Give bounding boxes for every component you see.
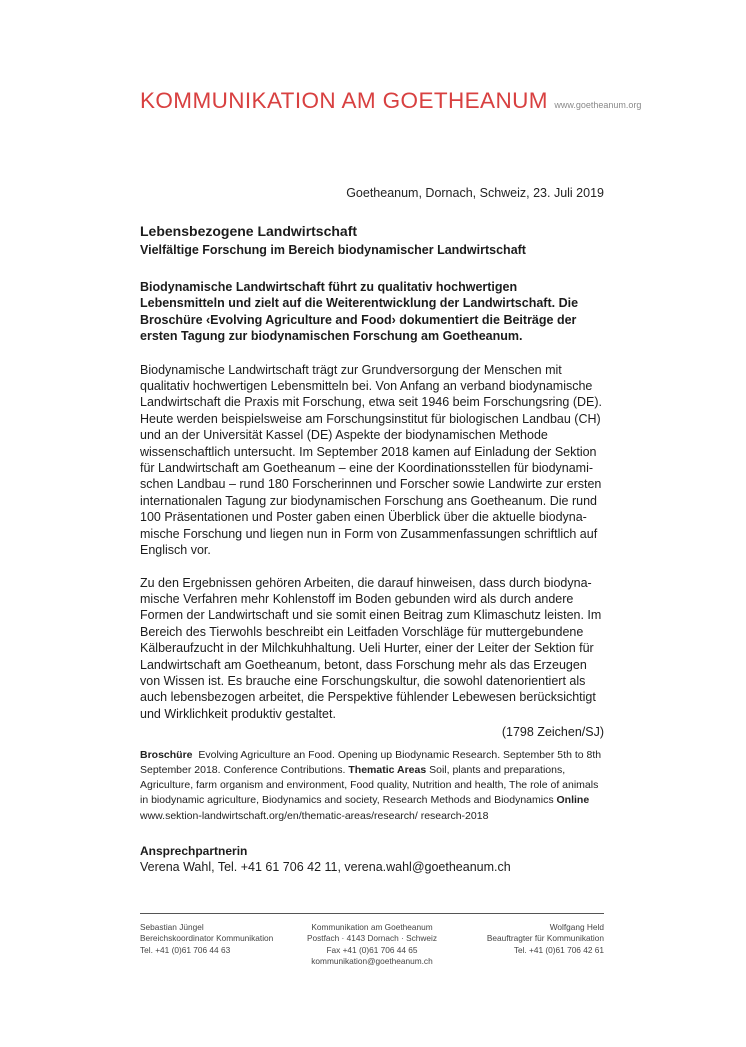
body-paragraph-1: Biodynamische Landwirtschaft trägt zur Grundversorgung der Menschen mit qualitativ hochwertigen Lebensmitteln bei. Von Anfang an verband biodynamische Landwirtschaft die Praxis mit Forschung, etwa seit 1946 beim Forschungsring (DE). Heute werden beispielsweise am Forschungsinstitut für biologischen Landbau (CH) und an der Universität Kassel (DE) Aspekte der biodynamischen Methode wissenschaftlich untersucht. Im September 2018 kamen auf Einladung der Sektion für Landwirtschaft am Goetheanum – eine der Koordinationsstellen für biodynamischen Landbau – rund 180 Forscherinnen und Forscher sowie Landwirte zur ersten internationalen Tagung zur biodynamischen Forschung ans Goetheanum. Die rund 100 Präsentationen und Poster gaben einen Überblick über die aktuelle biodynamische Forschung und liegen nun in Form von Zusammenfassungen schriftlich auf Englisch vor. <box>140 362 602 558</box>
body-paragraph-2: Zu den Ergebnissen gehören Arbeiten, die darauf hinweisen, dass durch biodynamische Verfahren mehr Kohlenstoff im Boden gebunden wird als durch andere Formen der Landwirtschaft und sie somit einen Beitrag zum Klimaschutz leisten. Im Bereich des Tierwohls beschreibt ein Leitfaden Vorschläge für muttergebundene Kälberaufzucht in der Milchkuhhaltung. Ueli Hurter, einer der Leiter der Sektion für Landwirtschaft am Goetheanum, betont, dass Forschung mehr als das Erzeugen von Wissen ist. Es brauche eine Forschungskultur, die sowohl datenorientiert als auch lebensbezogen arbeitet, die Perspektive fühlender Lebewesen berücksichtigt und Wirklichkeit produktiv gestaltet. <box>140 575 602 721</box>
footer-left-phone: Tel. +41 (0)61 706 44 63 <box>140 944 231 955</box>
footer-center-address: Postfach · 4143 Dornach · Schweiz <box>306 933 438 944</box>
letterhead <box>140 88 641 114</box>
dateline: Goetheanum, Dornach, Schweiz, 23. Juli 2019 <box>346 186 604 200</box>
website-link[interactable]: www.goetheanum.org <box>554 100 642 110</box>
footer-left-name: Sebastian Jüngel <box>140 922 204 932</box>
online-link[interactable]: www.sektion-landwirtschaft.org/en/thematic-areas/research/ research-2018 <box>140 809 489 822</box>
footer-left-role: Bereichskoordinator Kommunikation <box>140 933 274 944</box>
contact-details: Verena Wahl, Tel. +41 61 706 42 11, verena.wahl@goetheanum.ch <box>140 860 511 875</box>
article-subtitle: Vielfältige Forschung im Bereich biodynamischer Landwirtschaft <box>140 243 526 257</box>
online-label: Online <box>556 794 590 807</box>
footer-center-column <box>302 922 442 967</box>
footer-center-fax: Fax +41 (0)61 706 44 65 <box>326 944 418 955</box>
footer-right-phone: Tel. +41 (0)61 706 42 61 <box>513 944 604 955</box>
thematic-areas-label: Thematic Areas <box>348 763 427 776</box>
brand-title: KOMMUNIKATION AM GOETHEANUM <box>140 88 548 113</box>
brochure-info <box>140 748 604 824</box>
article-title: Lebensbezogene Landwirtschaft <box>140 223 358 239</box>
footer-right-role: Beauftragter für Kommunikation <box>486 933 604 944</box>
article-body <box>140 222 604 875</box>
contact-block <box>140 843 604 875</box>
lead-paragraph: Biodynamische Landwirtschaft führt zu qualitativ hochwertigen Lebensmitteln und zielt auf die Weiterentwicklung der Landwirtschaft. Die Broschüre ‹Evolving Agriculture and Food› dokumentiert die Beiträge der ersten Tagung zur biodynamischen Forschung am Goetheanum. <box>140 280 579 344</box>
footer-right-column <box>487 922 604 956</box>
thematic-areas-text: Soil, plants and preparations, Agriculture, farm organism and environment, Food quality, Nutrition and health, The role of animals in biodynamic agriculture, Biodynamics and society, Research Methods and Biodynamics <box>140 763 599 807</box>
footer-left-column <box>140 922 273 956</box>
footer-divider <box>140 913 604 914</box>
footer-right-name: Wolfgang Held <box>549 922 604 932</box>
brochure-text: Evolving Agriculture an Food. Opening up Biodynamic Research. September 5th to 8th September 2018. Conference Contributions. <box>140 748 602 776</box>
footer-center-org: Kommunikation am Goetheanum <box>311 922 433 932</box>
footer-center-email[interactable]: kommunikation@goetheanum.ch <box>311 955 433 966</box>
contact-heading: Ansprechpartnerin <box>140 844 248 859</box>
character-count: (1798 Zeichen/SJ) <box>501 725 604 740</box>
brochure-label: Broschüre <box>140 748 193 761</box>
